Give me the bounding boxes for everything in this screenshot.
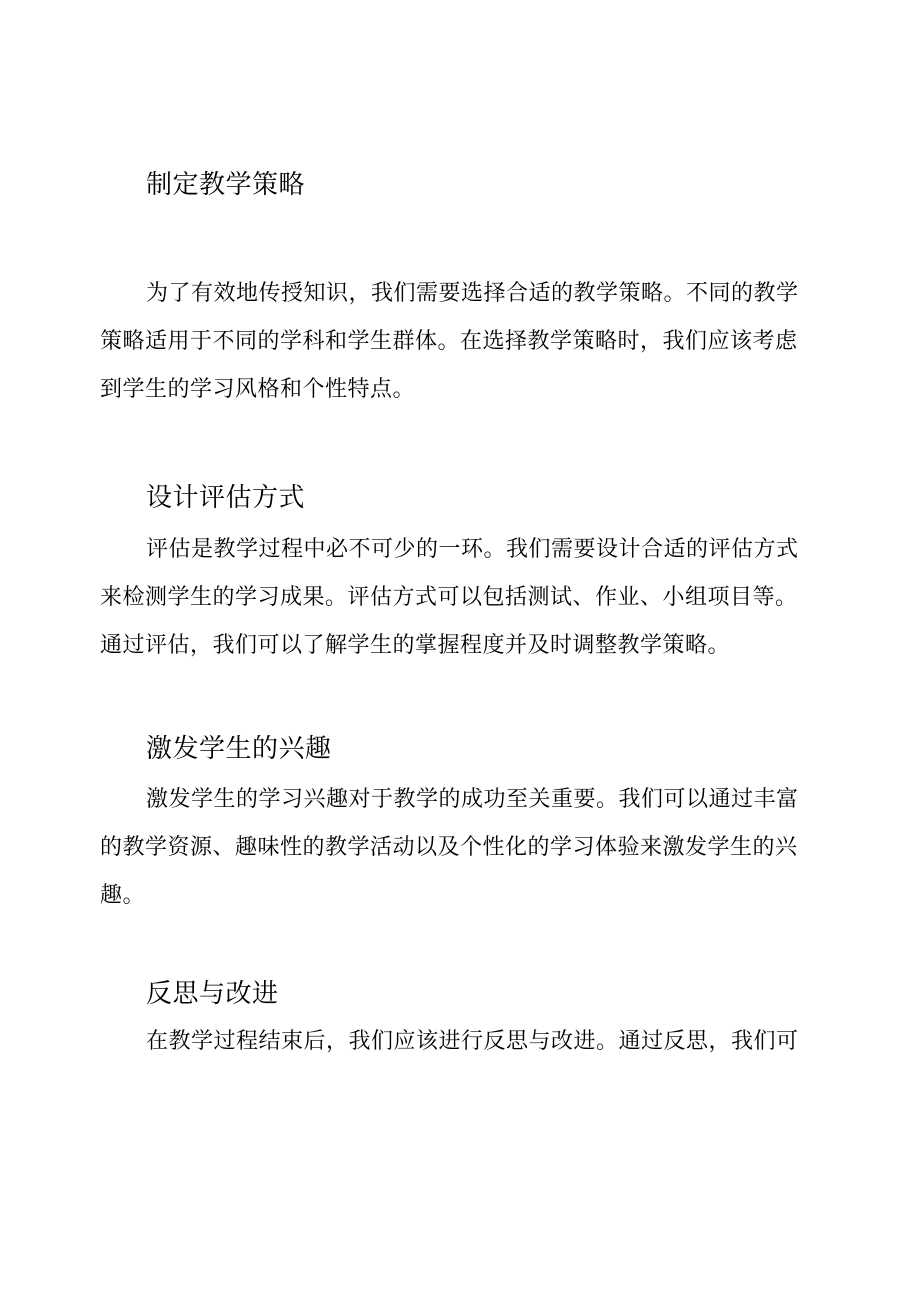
section-assessment-design	[100, 481, 825, 515]
paragraph	[100, 1018, 825, 1066]
section-paragraph	[100, 1018, 825, 1066]
paragraph-line: 来检测学生的学习成果。评估方式可以包括测试、作业、小组项目等。	[100, 585, 798, 610]
section-paragraph	[100, 776, 825, 920]
paragraph	[100, 270, 825, 414]
paragraph-line: 在教学过程结束后，我们应该进行反思与改进。通过反思，我们可	[146, 1029, 799, 1054]
paragraph	[100, 526, 825, 670]
section-paragraph	[100, 270, 825, 414]
section-heading: 激发学生的兴趣	[146, 734, 332, 764]
section-teaching-strategy	[100, 168, 825, 202]
section-reflection	[100, 977, 825, 1011]
paragraph-line: 为了有效地传授知识，我们需要选择合适的教学策略。不同的教学	[146, 281, 799, 306]
paragraph-line: 策略适用于不同的学科和学生群体。在选择教学策略时，我们应该考虑	[100, 329, 798, 354]
section-heading: 反思与改进	[146, 979, 279, 1009]
paragraph-line: 评估是教学过程中必不可少的一环。我们需要设计合适的评估方式	[146, 537, 799, 562]
section-heading: 制定教学策略	[146, 170, 306, 200]
section-student-interest	[100, 732, 825, 766]
paragraph-line: 趣。	[100, 883, 146, 908]
section-paragraph	[100, 526, 825, 670]
paragraph-line: 通过评估，我们可以了解学生的掌握程度并及时调整教学策略。	[100, 633, 731, 658]
paragraph	[100, 776, 825, 920]
paragraph-line: 的教学资源、趣味性的教学活动以及个性化的学习体验来激发学生的兴	[100, 835, 798, 860]
paragraph-line: 激发学生的学习兴趣对于教学的成功至关重要。我们可以通过丰富	[146, 787, 799, 812]
section-heading: 设计评估方式	[146, 483, 306, 513]
paragraph-line: 到学生的学习风格和个性特点。	[100, 377, 416, 402]
